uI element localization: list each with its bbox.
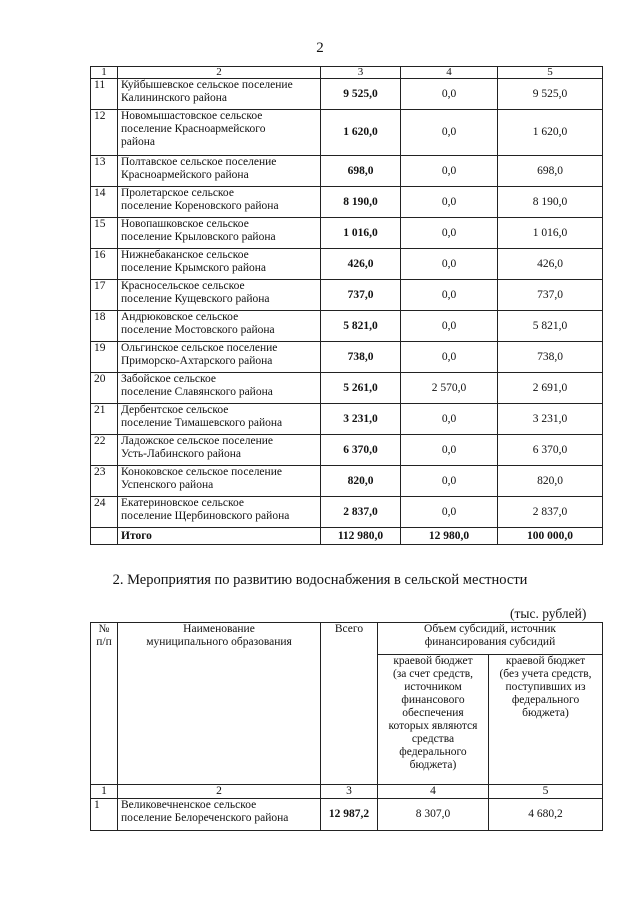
row-name: Ольгинское сельское поселение Приморско-Ахтарского района	[118, 342, 321, 373]
row-number: 14	[91, 187, 118, 218]
header-cell: 2	[118, 67, 321, 79]
row-federal: 0,0	[401, 435, 498, 466]
total-sum: 112 980,0	[321, 528, 401, 545]
row-name: Дербентское сельское поселение Тимашевского района	[118, 404, 321, 435]
row-total: 3 231,0	[321, 404, 401, 435]
row-name: Ладожское сельское поселение Усть-Лабинского района	[118, 435, 321, 466]
row-number: 18	[91, 311, 118, 342]
row-name: Коноковское сельское поселение Успенского района	[118, 466, 321, 497]
table-number-row	[91, 785, 603, 799]
total-regional: 100 000,0	[498, 528, 603, 545]
table-row	[91, 187, 603, 218]
row-total: 820,0	[321, 466, 401, 497]
row-federal: 0,0	[401, 280, 498, 311]
row-regional: 738,0	[498, 342, 603, 373]
table-row	[91, 156, 603, 187]
table-row	[91, 497, 603, 528]
row-total: 1 620,0	[321, 110, 401, 156]
number-cell: 4	[378, 785, 489, 799]
row-total: 6 370,0	[321, 435, 401, 466]
number-cell: 2	[118, 785, 321, 799]
row-total: 5 821,0	[321, 311, 401, 342]
row-regional: 8 190,0	[498, 187, 603, 218]
row-federal: 0,0	[401, 404, 498, 435]
page-number: 2	[316, 40, 324, 56]
table-row	[91, 466, 603, 497]
header-cell-number: № п/п	[91, 623, 118, 785]
row-regional: 1 620,0	[498, 110, 603, 156]
row-number: 12	[91, 110, 118, 156]
row-federal: 2 570,0	[401, 373, 498, 404]
row-regional: 2 691,0	[498, 373, 603, 404]
number-cell: 3	[321, 785, 378, 799]
row-regional: 5 821,0	[498, 311, 603, 342]
row-number: 13	[91, 156, 118, 187]
row-number: 19	[91, 342, 118, 373]
row-federal: 0,0	[401, 187, 498, 218]
row-name: Забойское сельское поселение Славянского района	[118, 373, 321, 404]
row-regional: 4 680,2	[489, 799, 603, 831]
table-row	[91, 79, 603, 110]
row-federal: 0,0	[401, 110, 498, 156]
row-name: Куйбышевское сельское поселение Калининского района	[118, 79, 321, 110]
row-number: 20	[91, 373, 118, 404]
row-name: Андрюковское сельское поселение Мостовского района	[118, 311, 321, 342]
row-number: 17	[91, 280, 118, 311]
row-federal: 0,0	[401, 218, 498, 249]
row-regional: 698,0	[498, 156, 603, 187]
row-number: 1	[91, 799, 118, 831]
number-cell: 5	[489, 785, 603, 799]
row-number: 11	[91, 79, 118, 110]
total-label: Итого	[118, 528, 321, 545]
row-total: 738,0	[321, 342, 401, 373]
table-header-row	[91, 623, 603, 655]
row-regional: 6 370,0	[498, 435, 603, 466]
row-federal: 0,0	[401, 311, 498, 342]
row-total: 12 987,2	[321, 799, 378, 831]
table-row	[91, 311, 603, 342]
row-regional: 1 016,0	[498, 218, 603, 249]
header-cell-regional-federal: краевой бюджет (за счет средств, источником финансового обеспечения которых являются средства федерального бюджета)	[378, 655, 489, 785]
row-name: Новопашковское сельское поселение Крыловского района	[118, 218, 321, 249]
row-total: 5 261,0	[321, 373, 401, 404]
row-regional: 737,0	[498, 280, 603, 311]
row-name: Полтавское сельское поселение Красноармейского района	[118, 156, 321, 187]
table-row	[91, 280, 603, 311]
table-row	[91, 404, 603, 435]
header-cell-group: Объем субсидий, источник финансирования субсидий	[378, 623, 603, 655]
section-title: 2. Мероприятия по развитию водоснабжения в сельской местности	[112, 572, 528, 588]
row-number: 24	[91, 497, 118, 528]
table-total-row	[91, 528, 603, 545]
row-federal: 0,0	[401, 249, 498, 280]
table-row	[91, 110, 603, 156]
row-number: 21	[91, 404, 118, 435]
row-federal: 0,0	[401, 156, 498, 187]
row-federal: 8 307,0	[378, 799, 489, 831]
header-cell-total: Всего	[321, 623, 378, 785]
row-number: 16	[91, 249, 118, 280]
row-name: Нижнебаканское сельское поселение Крымского района	[118, 249, 321, 280]
row-regional: 9 525,0	[498, 79, 603, 110]
number-cell: 1	[91, 785, 118, 799]
row-federal: 0,0	[401, 79, 498, 110]
table-row	[91, 249, 603, 280]
subsidy-table-1	[90, 66, 603, 545]
row-regional: 3 231,0	[498, 404, 603, 435]
row-federal: 0,0	[401, 497, 498, 528]
row-total: 426,0	[321, 249, 401, 280]
table-row	[91, 799, 603, 831]
table-row	[91, 342, 603, 373]
header-cell: 5	[498, 67, 603, 79]
row-total: 8 190,0	[321, 187, 401, 218]
row-number: 23	[91, 466, 118, 497]
row-total: 2 837,0	[321, 497, 401, 528]
header-cell: 3	[321, 67, 401, 79]
table-header-row	[91, 67, 603, 79]
row-federal: 0,0	[401, 342, 498, 373]
row-name: Новомышастовское сельское поселение Красноармейского района	[118, 110, 321, 156]
row-total: 698,0	[321, 156, 401, 187]
row-name: Пролетарское сельское поселение Кореновского района	[118, 187, 321, 218]
header-cell-name: Наименование муниципального образования	[118, 623, 321, 785]
table-row	[91, 435, 603, 466]
row-federal: 0,0	[401, 466, 498, 497]
units-label: (тыс. рублей)	[510, 606, 587, 621]
total-federal: 12 980,0	[401, 528, 498, 545]
row-total: 737,0	[321, 280, 401, 311]
header-cell: 1	[91, 67, 118, 79]
row-name: Великовечненское сельское поселение Белореченского района	[118, 799, 321, 831]
table-row	[91, 373, 603, 404]
row-regional: 426,0	[498, 249, 603, 280]
header-cell-regional-own: краевой бюджет (без учета средств, поступивших из федерального бюджета)	[489, 655, 603, 785]
row-name: Екатериновское сельское поселение Щербиновского района	[118, 497, 321, 528]
row-number: 22	[91, 435, 118, 466]
row-regional: 2 837,0	[498, 497, 603, 528]
header-cell: 4	[401, 67, 498, 79]
table-row	[91, 218, 603, 249]
row-regional: 820,0	[498, 466, 603, 497]
row-number: 15	[91, 218, 118, 249]
row-name: Красносельское сельское поселение Кущевского района	[118, 280, 321, 311]
row-total: 9 525,0	[321, 79, 401, 110]
subsidy-table-2	[90, 622, 603, 831]
row-total: 1 016,0	[321, 218, 401, 249]
